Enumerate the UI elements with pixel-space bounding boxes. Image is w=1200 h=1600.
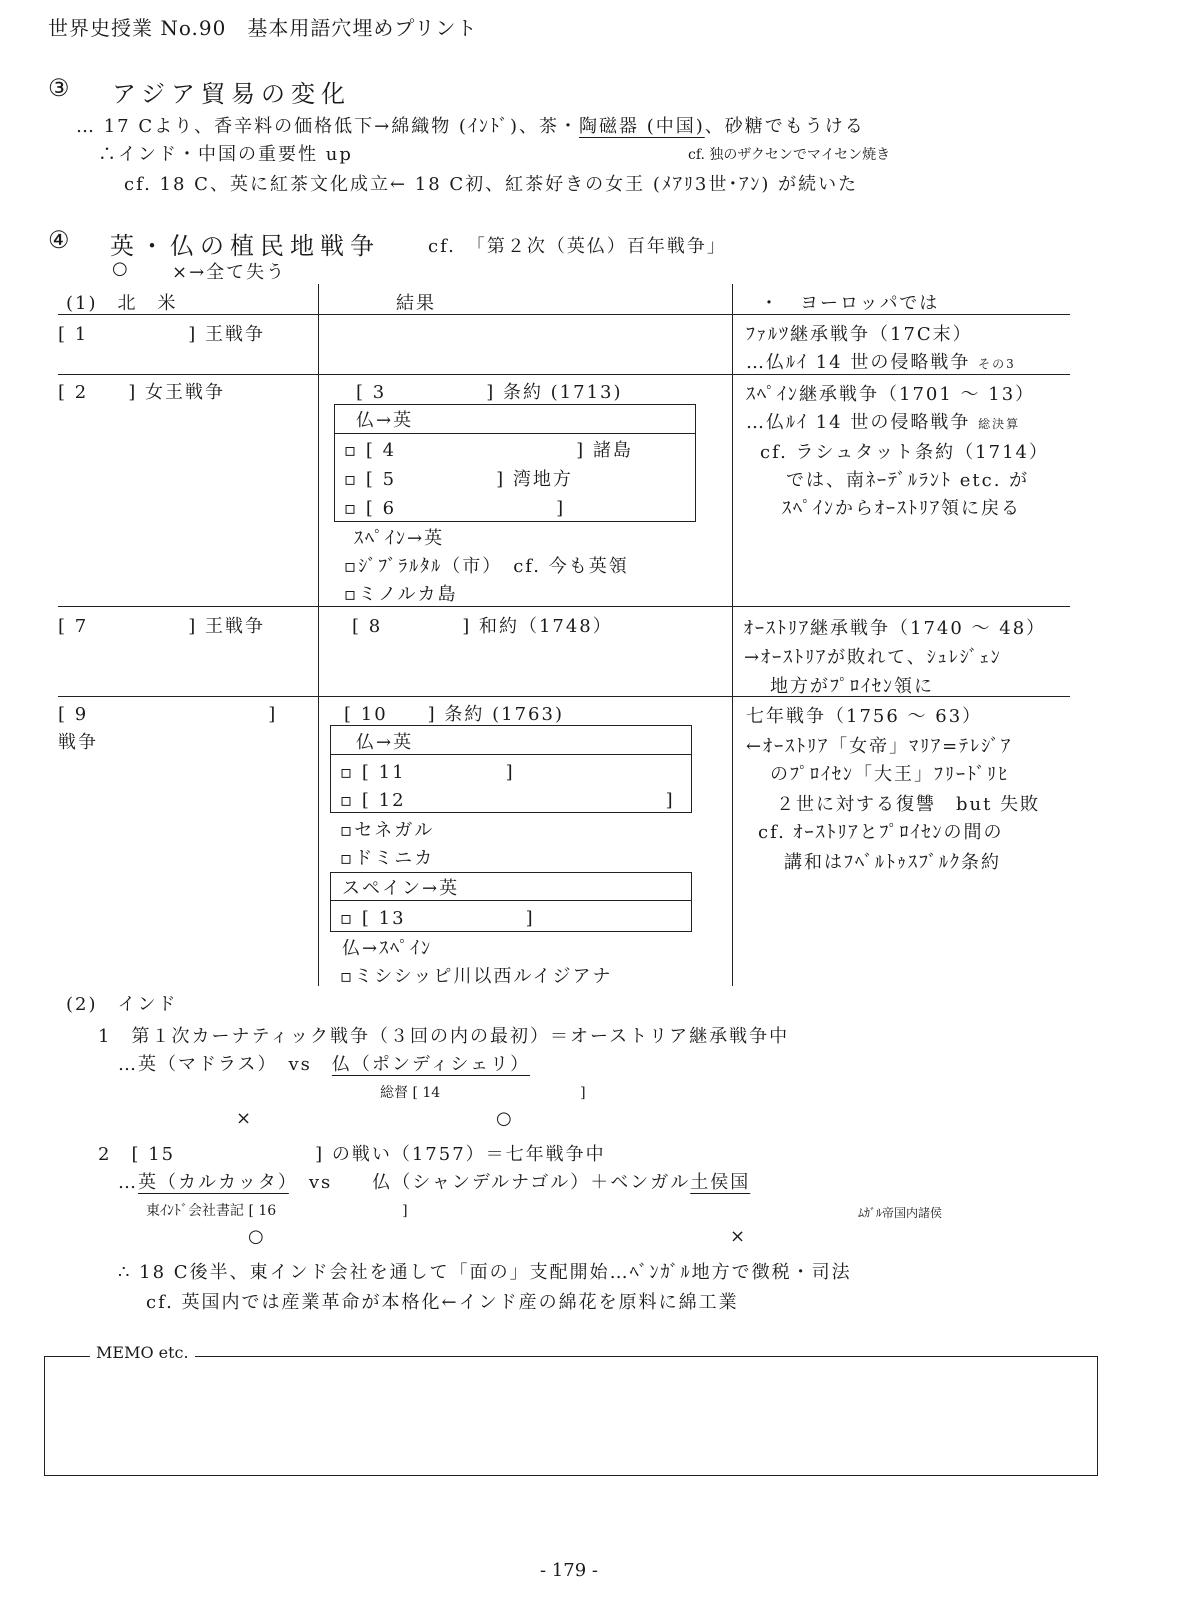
- row2-blank4: ▫ [ 4 ] 諸島: [344, 440, 633, 461]
- row2-blank5: ▫ [ 5 ] 湾地方: [344, 469, 573, 490]
- row2-europe-a: ｽﾍﾟｲﾝ継承戦争（1701 ～ 13）: [746, 384, 1036, 405]
- row2-europe-b: [746, 408, 1020, 434]
- row2-spain-item1: ▫ｼﾞﾌﾞﾗﾙﾀﾙ（市） cf. 今も英領: [344, 556, 629, 577]
- india-point2: 2 [ 15 ] の戦い（1757）＝七年戦争中: [98, 1144, 606, 1165]
- memo-label: MEMO etc.: [90, 1343, 195, 1362]
- india-conclusion2: cf. 英国内では産業革命が本格化←インド産の綿花を原料に綿工業: [146, 1292, 739, 1313]
- section3-line1: [76, 112, 865, 138]
- row4-europe-d: ２世に対する復讐 but 失敗: [776, 794, 1041, 815]
- row4-europe-b: ←ｵｰｽﾄﾘｱ「女帝」ﾏﾘｱ=ﾃﾚｼﾞｱ: [746, 736, 1013, 757]
- row3-treaty: [ 8 ] 和約（1748）: [352, 616, 613, 637]
- row4-france-spain-head: 仏→ｽﾍﾟｲﾝ: [342, 938, 433, 959]
- memo-box: [44, 1356, 1098, 1476]
- section3-number: ③: [48, 74, 76, 102]
- row4-louisiana: ▫ミシシッピ川以西ルイジアナ: [340, 966, 613, 987]
- table-col1-rule: [318, 284, 319, 986]
- section3-line3: cf. 18 C、英に紅茶文化成立← 18 C初、紅茶好きの女王 (ﾒｱﾘ3世･ｱﾝ) が続いた: [124, 174, 859, 195]
- india-p1b-b: 仏（ポンディシェリ）: [331, 1054, 531, 1075]
- india-p2b-a: …: [118, 1172, 138, 1193]
- india-p2b-d: 土侯国: [690, 1172, 751, 1193]
- row2-box-divider: [334, 433, 696, 434]
- row4-dominica: ▫ドミニカ: [340, 848, 435, 869]
- india-p1b-a: …英（マドラス） vs: [118, 1054, 332, 1075]
- india-heading: (2) インド: [66, 994, 178, 1015]
- row4-blank12: ▫ [ 12 ]: [340, 790, 675, 811]
- row2-blank6: ▫ [ 6 ]: [344, 498, 566, 519]
- row3-europe-c: 地方がﾌﾟﾛｲｾﾝ領に: [770, 676, 934, 697]
- table-row2-rule: [58, 606, 1070, 607]
- s3-l1a: … 17 Cより、香辛料の価格低下→綿織物 (ｲﾝﾄﾞ)、茶・: [76, 116, 579, 137]
- row2-europe-d: では、南ﾈｰﾃﾞﾙﾗﾝﾄ etc. が: [786, 470, 1030, 491]
- row2-box-head: 仏→英: [356, 410, 414, 431]
- table-row1-rule: [58, 374, 1070, 375]
- india-p2-cross: ×: [730, 1226, 748, 1247]
- india-p1-circle: ○: [496, 1108, 514, 1129]
- table-col2-rule: [732, 284, 733, 986]
- row4-box2-divider: [330, 900, 692, 901]
- row4-box2-head: スペイン→英: [342, 878, 460, 899]
- section4-title: 英・仏の植民地戦争: [110, 232, 380, 260]
- row4-blank11: ▫ [ 11 ]: [340, 762, 515, 783]
- row2-spain-head: ｽﾍﾟｲﾝ→英: [354, 528, 445, 549]
- row4-senegal: ▫セネガル: [340, 820, 435, 841]
- row4-europe-e: cf. ｵｰｽﾄﾘｱとﾌﾟﾛｲｾﾝの間の: [758, 822, 1004, 843]
- row2-europe-e: ｽﾍﾟｲﾝからｵｰｽﾄﾘｱ領に戻る: [782, 498, 1021, 519]
- row2-war: [ 2 ] 女王戦争: [58, 382, 225, 403]
- section3-line2-note: cf. 独のザクセンでマイセン焼き: [688, 147, 891, 163]
- india-point1b: [118, 1050, 530, 1076]
- row3-war: [ 7 ] 王戦争: [58, 616, 265, 637]
- table-head-europe: ・ ヨーロッパでは: [760, 293, 940, 314]
- row1-europe-b: [746, 348, 1016, 374]
- row2-europe-c: cf. ラシュタット条約（1714）: [760, 442, 1049, 463]
- row4-war-b: 戦争: [58, 732, 98, 753]
- india-point1: 1 第１次カーナティック戦争（３回の内の最初）＝オーストリア継承戦争中: [98, 1026, 790, 1047]
- row4-europe-f: 講和はﾌﾍﾞﾙﾄｩｽﾌﾞﾙｸ条約: [784, 852, 1001, 873]
- row3-europe-a: ｵｰｽﾄﾘｱ継承戦争（1740 ～ 48）: [744, 618, 1047, 639]
- table-head-north-america: (1) 北 米: [66, 293, 178, 314]
- row3-europe-b: →ｵｰｽﾄﾘｱが敗れて、ｼｭﾚｼﾞｪﾝ: [744, 647, 1002, 668]
- row1-war: [ 1 ] 王戦争: [58, 324, 265, 345]
- row2-europe-b-note: 総決算: [978, 417, 1021, 431]
- row4-treaty: [ 10 ] 条約 (1763): [344, 704, 564, 725]
- row4-europe-a: 七年戦争（1756 ～ 63）: [746, 706, 983, 727]
- page-header-title: 世界史授業 No.90 基本用語穴埋めプリント: [48, 16, 478, 40]
- row2-europe-b-text: …仏ﾙｲ 14 世の侵略戦争: [746, 412, 971, 433]
- row1-europe-b-note: その3: [978, 357, 1016, 371]
- row4-box1-divider: [330, 754, 692, 755]
- row4-war-a: [ 9 ]: [58, 704, 278, 725]
- legend-cross: ×→全て失う: [172, 262, 287, 283]
- row4-box1-head: 仏→英: [356, 732, 414, 753]
- india-conclusion1: ∴ 18 C後半、東インド会社を通して「面の」支配開始…ﾍﾞﾝｶﾞﾙ地方で徴税・司法: [118, 1262, 852, 1283]
- page-number: - 179 -: [540, 1560, 598, 1581]
- india-p2-circle: ○: [248, 1226, 266, 1247]
- section4-number: ④: [48, 226, 76, 254]
- section3-title: アジア貿易の変化: [112, 80, 352, 108]
- india-p1-cross: ×: [236, 1108, 254, 1129]
- india-point2b: [118, 1168, 750, 1194]
- s3-l1c: 、砂糖でもうける: [704, 116, 865, 137]
- legend-circle: ○: [112, 258, 130, 279]
- section4-cf: cf. 「第２次（英仏）百年戦争」: [428, 236, 727, 257]
- section3-line2: ∴インド・中国の重要性 up: [98, 144, 353, 165]
- s3-l1b: 陶磁器 (中国): [578, 116, 705, 137]
- row2-spain-item2: ▫ミノルカ島: [344, 584, 458, 605]
- india-governor-blank: 総督 [ 14 ]: [380, 1085, 586, 1101]
- row2-treaty: [ 3 ] 条約 (1713): [356, 382, 623, 403]
- india-p2b-c: vs 仏（シャンデルナゴル）＋ベンガル: [288, 1172, 691, 1193]
- table-head-result: 結果: [396, 293, 436, 314]
- row1-europe-a: ﾌｧﾙﾂ継承戦争（17C末）: [746, 324, 973, 345]
- india-p2b-b: 英（カルカッタ）: [138, 1172, 289, 1193]
- row4-blank13: ▫ [ 13 ]: [340, 908, 535, 929]
- india-mughal-note: ﾑｶﾞﾙ帝国内諸侯: [858, 1206, 943, 1220]
- row1-europe-b-text: …仏ﾙｲ 14 世の侵略戦争: [746, 352, 971, 373]
- india-clerk-blank: 東ｲﾝﾄﾞ会社書記 [ 16 ]: [146, 1203, 408, 1219]
- row4-europe-c: のﾌﾟﾛｲｾﾝ「大王」ﾌﾘｰﾄﾞﾘﾋ: [770, 764, 1009, 785]
